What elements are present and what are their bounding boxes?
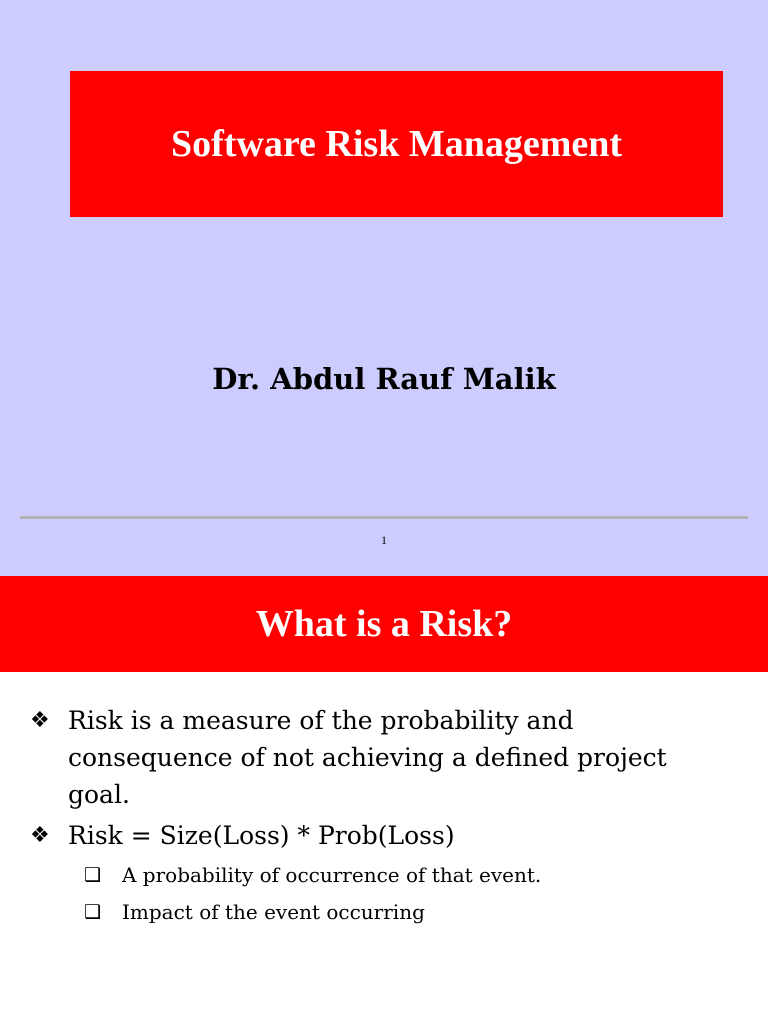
bullet-text: Risk is a measure of the probability and consequence of not achieving a defined project goal. [68,706,667,809]
title-box [70,71,723,217]
diamond-bullet-icon: ❖ [30,708,50,733]
sub-bullet-text: A probability of occurrence of that event. [122,863,542,887]
slide-title: Software Risk Management [170,123,623,165]
sub-bullet-text: Impact of the event occurring [122,900,425,924]
sub-bullet-item [84,897,724,927]
slide-divider [20,516,748,519]
checkbox-bullet-icon: ❑ [84,901,102,923]
bullet-text: Risk = Size(Loss) * Prob(Loss) [68,821,455,850]
author-name: Dr. Abdul Rauf Malik [212,362,556,396]
sub-bullet-item [84,860,724,890]
slide-2-title: What is a Risk? [255,603,513,645]
slide-2-header [0,576,768,672]
bullet-item [30,702,710,813]
checkbox-bullet-icon: ❑ [84,864,102,886]
diamond-bullet-icon: ❖ [30,823,50,848]
page-number: 1 [381,533,387,547]
bullet-item [30,817,710,854]
